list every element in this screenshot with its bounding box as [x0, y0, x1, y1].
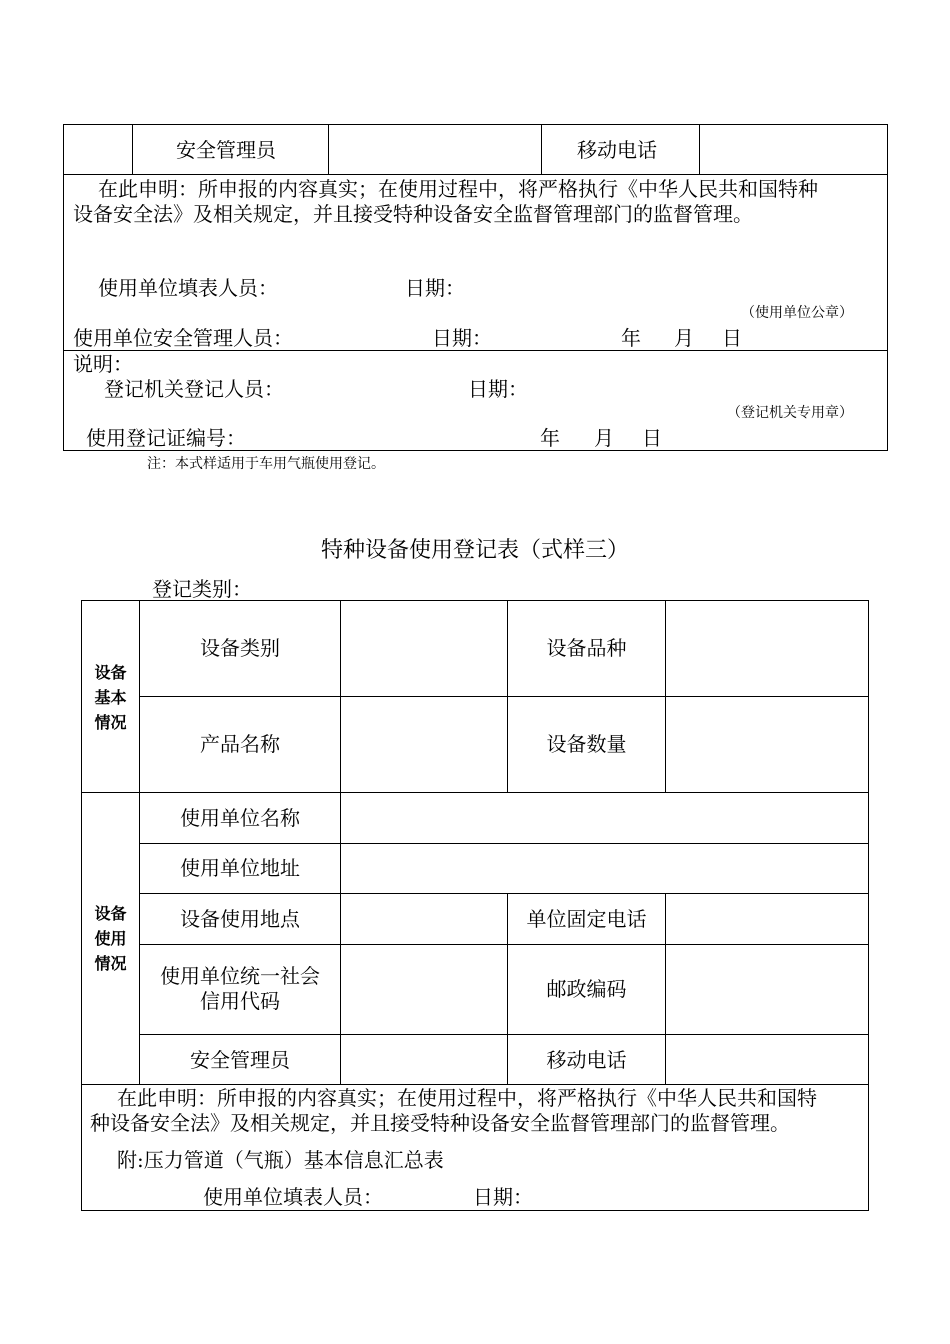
- fixed-phone-label: 单位固定电话: [526, 907, 647, 931]
- mobile-phone-label-2: 移动电话: [546, 1048, 627, 1072]
- form3-filler-label: 使用单位填表人员：: [203, 1185, 383, 1209]
- mobile-phone-label: 移动电话: [577, 138, 657, 162]
- safety-admin-label: 安全管理员: [176, 138, 276, 162]
- mobile-phone-field[interactable]: [700, 125, 887, 173]
- declaration-line-2: 设备安全法》及相关规定，并且接受特种设备安全监督管理部门的监督管理。: [73, 202, 753, 226]
- footnote: 注：本式样适用于车用气瓶使用登记。: [147, 456, 385, 472]
- unit-address-label: 使用单位地址: [180, 856, 300, 880]
- credit-code-label: 使用单位统一社会 信用代码: [160, 964, 320, 1013]
- basic-info-group-label: 设备 基本 情况: [94, 663, 127, 732]
- year-label: 年: [621, 326, 641, 350]
- form3-declaration-line-1: 在此申明：所申报的内容真实；在使用过程中，将严格执行《中华人民共和国特: [117, 1086, 817, 1110]
- declaration-line-1: 在此申明：所申报的内容真实；在使用过程中，将严格执行《中华人民共和国特种: [98, 177, 818, 201]
- fixed-phone-field[interactable]: [666, 894, 868, 944]
- form3-filler-date-label: 日期：: [473, 1185, 533, 1209]
- registrar-seal-note: （登记机关专用章）: [727, 405, 853, 421]
- equip-variety-field[interactable]: [666, 601, 868, 696]
- cert-month-label: 月: [594, 426, 614, 450]
- month-label: 月: [674, 326, 694, 350]
- usage-info-group-label: 设备 使用 情况: [94, 904, 127, 973]
- cert-day-label: 日: [642, 426, 662, 450]
- registrar-date-label: 日期：: [468, 377, 528, 401]
- form3-declaration-line-2: 种设备安全法》及相关规定，并且接受特种设备安全监督管理部门的监督管理。: [90, 1111, 790, 1135]
- safety-date-label: 日期：: [432, 326, 492, 350]
- registrar-label: 登记机关登记人员：: [104, 377, 284, 401]
- usage-location-label: 设备使用地点: [180, 907, 300, 931]
- unit-seal-note: （使用单位公章）: [741, 305, 853, 321]
- safety-manager-label: 使用单位安全管理人员：: [73, 326, 293, 350]
- equip-quantity-field[interactable]: [666, 697, 868, 792]
- attachment-note: 附:压力管道（气瓶）基本信息汇总表: [117, 1148, 444, 1172]
- unit-address-field[interactable]: [341, 844, 868, 893]
- postal-code-label: 邮政编码: [546, 977, 627, 1001]
- unit-name-field[interactable]: [341, 793, 868, 843]
- safety-admin-field-2[interactable]: [341, 1035, 507, 1084]
- registration-category-label: 登记类别：: [152, 577, 252, 601]
- filler-date-label: 日期：: [405, 276, 465, 300]
- equip-quantity-label: 设备数量: [546, 732, 627, 756]
- safety-admin-label-2: 安全管理员: [190, 1048, 290, 1072]
- form3-title: 特种设备使用登记表（式样三）: [320, 538, 629, 563]
- usage-location-field[interactable]: [341, 894, 507, 944]
- equip-category-field[interactable]: [341, 601, 507, 696]
- cert-year-label: 年: [540, 426, 560, 450]
- unit-name-label: 使用单位名称: [180, 806, 300, 830]
- filler-label: 使用单位填表人员：: [98, 276, 278, 300]
- cert-number-label: 使用登记证编号：: [86, 426, 246, 450]
- equip-category-label: 设备类别: [200, 636, 280, 660]
- credit-code-field[interactable]: [341, 945, 507, 1034]
- day-label: 日: [722, 326, 742, 350]
- product-name-label: 产品名称: [200, 732, 280, 756]
- postal-code-field[interactable]: [666, 945, 868, 1034]
- equip-variety-label: 设备品种: [546, 636, 627, 660]
- product-name-field[interactable]: [341, 697, 507, 792]
- mobile-phone-field-2[interactable]: [666, 1035, 868, 1084]
- safety-admin-field[interactable]: [329, 125, 540, 173]
- notes-label: 说明：: [73, 352, 133, 376]
